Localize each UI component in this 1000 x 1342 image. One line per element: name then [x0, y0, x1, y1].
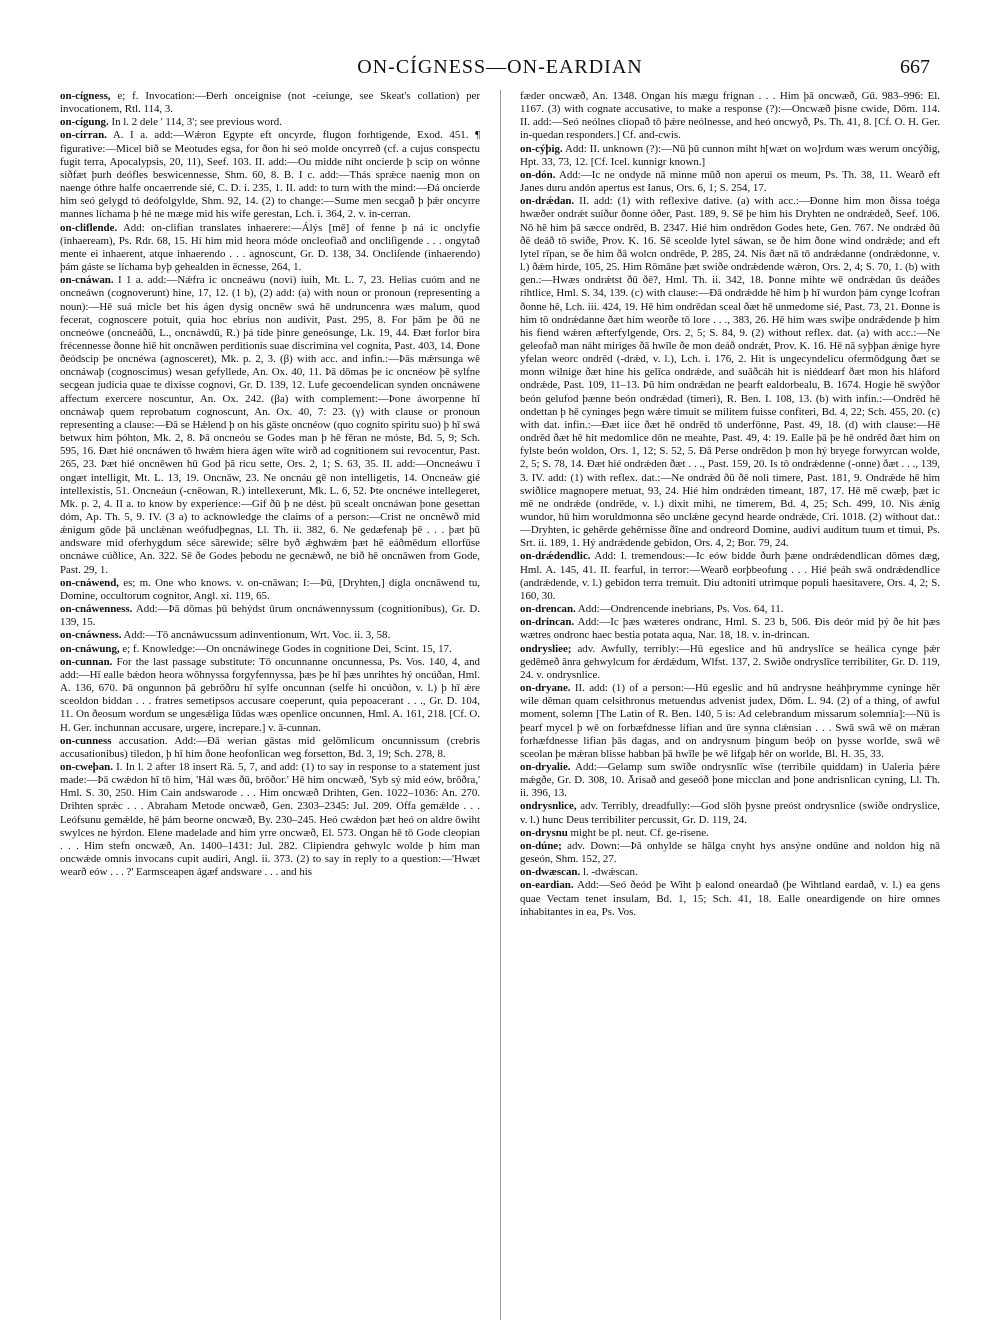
entry-text: Add:—Ic þæs wæteres ondranc, Hml. S. 23 b, 506. Ðis deór mid þý ðe hit þæs wætres ondronc haec bestia potata aqua, Nar. 18, 18. v. in-drincan. — [520, 616, 940, 642]
dictionary-entry — [520, 761, 940, 800]
entry-text: l. -dwǽscan. — [580, 866, 638, 879]
dictionary-entry — [520, 550, 940, 603]
dictionary-entry — [520, 800, 940, 826]
dictionary-entry — [60, 90, 480, 116]
entry-text: e; f. Invocation:—Ðerh onceignise (not -ceiunge, see Skeat's collation) per invocationem, Rtl. 114, 3. — [60, 90, 480, 116]
left-column — [60, 90, 480, 1320]
entry-headword: on-cweþan. — [60, 760, 113, 773]
dictionary-entry — [520, 603, 940, 616]
entry-headword: ondrysnlice, — [520, 800, 577, 813]
entry-headword: on-dúne; — [520, 839, 562, 852]
entry-headword: on-drǽdendlic. — [520, 550, 591, 563]
entry-text: Add: II. unknown (?):—Nū þū cunnon miht h[wæt on wo]rdum wæs werum oncýðig, Hpt. 33, 73, 12. [Cf. Icel. kunnigr known.] — [520, 142, 940, 168]
dictionary-entry — [60, 577, 480, 603]
entry-text: Add:—Þā dōmas þū behýdst ūrum oncnáwennyssum (cognitionibus), Gr. D. 139, 15. — [60, 603, 480, 629]
entry-headword: on-dryane. — [520, 682, 571, 695]
entry-headword: on-cýþig. — [520, 142, 563, 155]
entry-text: es; m. One who knows. v. on-cnāwan; I:—Þū, [Dryhten,] dígla oncnāwend tu, Domine, occultorum cognitor, Angl. xi. 119, 65. — [60, 576, 480, 602]
entry-text: I 1 a. add:—Nǽfra ic oncneáwu (novi) iuih, Mt. L. 7, 23. Helias cuóm and ne oncneáwn (cognoverunt) hine, 17, 12. (1 b), (2) add: (a) with noun or pronoun (representing a noun):—Hē suá micle bet his ágen dysig oncnēw swá hē undruncenra wæs malum, quod fecerat, cognoscere potuit, quia hoc ebrius non audivit, Past. 295, 8. For þām þe ðū ne oncneówe (oncneáðū, L., oncnáwdū, R.) þá tíde þinre geneósunge, Lk. 19, 44. Ðæt forlor bira frécennesse ðonne hiē hit oncnāwen perditionis suae discrimina vel cognita, Past. 403, 14. Ðone ðeódscip þe oncnéwa (agnosceret), Mk. p. 2, 3. (β) with acc. and infin.:—Þās mǽrsunga wē oncnáwaþ (cognoscimus) wesan gefyllede, An. Ox. 40, 11. Þā dōmas þe ic oncnéow þē sylfne secgean judicia quae te dixisse cognovi, Gr. D. 139, 12. Lufe gecoendelican synden oncnáwene affectum exercere noscuntur, An. Ox. 242. (βa) with complement:—Þone áworpenne hī oncnáwaþ quem reprobatum cognoscunt, An. Ox. 40, 7: 23. (γ) with clause or pronoun representing a clause:—Ðā se Hǽlend þ on his gāste oncnéow (quo cognito spiritu suo) þ hī swá betwux him þóhton, Mk. 2, 8. Þā oncneóu se Godes man þ hē fēran ne móste, Bd. 5, 9; Sch. 595, 16. Ðæt hié oncnáwen tō hwǽm hiera ágen wīte wirð ad cognitionem sui revocentur, Past. 265, 23. Þæt hié oncnēwen hū God þā ricu sette, Ors. 2, 1; S. 63, 35. II. add:—Oncneáwu ī ongæt intelligit, Mt. L. 13, 19. Oncnāw, 23. Ne oncnáu gē non intelligetis, 14. Oncneáw gié intellexistis, 51. Oncneáun (-cnēowan, R.) intellexerunt, Mk. L. 6, 52. Þte oncnéwe intellegeret, Mk. p. 2, 4. II a. to know by experience:—Gif ðū þ ne dést. þū scealt oncnáwan þone gesettan dóm, Ap. Th. 5, 9. IV. (3 a) to acknowledge the claims of a person:—Crist ne oncnēwð mid ǽnigum gōde þā unclǽnan weófudþegnas, Ll. Th. ii. 382, 6. Ne gedæfenaþ þē . . . þæt þū andsware mid oferhygdum séce sārewide; sēlre byð ǽghwǽm þæt hē eáðmēdum ellorfūse oncnáwe cúðlice, An. 322. Sē ðe Godes þebodu ne gecnǽwð, ne bið hē oncnāwen from Gode, Past. 29, 1. — [60, 274, 480, 576]
entry-headword: on-cnáwenness. — [60, 603, 133, 616]
entry-text: A. I a. add:—Wǽron Egypte eft oncyrde, flugon forhtigende, Exod. 451. ¶ figurative:—Micel bið se Meotudes egsa, for ðon hi seó molde oncyrreð (cf. a cujus conspectu fugit terra, Apocalypsis, 20, 11), Seef. 103. II. add:—Ou midde niht oncierde þ scip on wónne síðfæt þurh deófles beswicennesse, Shm. 60, 8. B. I c. add:—Thás sprǽce naenig mon on naenge óthre halfe oncaerrende sié, C. D. i. 235, 1. II. add: to turn with the mind:—Ðá oncierde him seó gelygd tó deófolgylde, Shm. 92, 14. (2) to change:—Sume men secgað þ þǽr oncyrre mannes líchama þ hé ne mæge mid his wífe gerestan, Lch. i. 364, 2. v. in-cerran. — [60, 129, 480, 221]
entry-text: adv. Terribly, dreadfully:—God slōh þysne preóst ondrysnlice (swiðe ondryslice, v. l.) hunc Deus terribiliter percussit, Gr. D. 119, 24. — [520, 800, 940, 826]
dictionary-entry — [520, 866, 940, 879]
dictionary-entry — [520, 827, 940, 840]
entry-text: adv. Down:—Þā onhylde se hālga cnyht hys ansýne ondūne and noldon hig nā geseón, Shm. 152, 27. — [520, 839, 940, 866]
dictionary-entry — [520, 879, 940, 918]
dictionary-entry — [520, 169, 940, 195]
dictionary-entry — [520, 840, 940, 866]
dictionary-entry — [60, 629, 480, 642]
entry-headword: on-cunnan. — [60, 655, 113, 668]
column-divider — [500, 90, 501, 1320]
entry-text: fæder oncwæð, An. 1348. Ongan his mægu frignan . . . Him þā oncwæð, Gū. 983–996: El. 1167. (3) with cognate accusative, to make a response (?):—Oncwæð þisne cwide, Dōm. 114. II. add:—Seó neólnes cliopað tō þǽre neólnesse, and heó oncwyð, Ps. Th. 41, 8. [Cf. O. H. Ger. in-quedan responders.] Cf. and-cwis. — [520, 90, 940, 142]
entry-headword: on-cnáwness. — [60, 629, 122, 642]
entry-text: Add:—Tō ancnáwucssum adinventionum, Wrt. Voc. ii. 3, 58. — [121, 629, 391, 642]
entry-headword: on-drysnu — [520, 826, 568, 839]
entry-headword: on-dryalie. — [520, 760, 571, 773]
entry-headword: on-cnáwan. — [60, 274, 114, 287]
entry-text: might be pl. neut. Cf. ge-risene. — [567, 826, 709, 839]
dictionary-entry — [60, 735, 480, 761]
entry-headword: ondrysliee; — [520, 642, 572, 655]
dictionary-entry — [60, 129, 480, 221]
dictionary-entry — [60, 656, 480, 735]
entry-headword: on-cliflende. — [60, 221, 118, 234]
entry-text: adv. Awfully, terribly:—Hū egeslice and hū andryslīce se heálica cynge þǽr gedēmeð ānra gehwylcum for ǽrdǽdum, Wlfst. 137, 2. Swiðe ondryslīce terribiliter, Gr. D. 119, 24. v. ondrysnlice. — [520, 642, 940, 681]
entry-text: Add: I. tremendous:—Ic eów bidde ðurh þæne ondrǽdendlican dōmes dæg, Hml. A. 145, 41. II. fearful, in terror:—Wearð eorþbeofung . . . Hié þeáh swā ondrǽdendlice (andrǽdende, v. l.) gebidon terra tremuit. Diu adtoniti utrimque populi haesitavere, Ors. 4, 2; S. 160, 30. — [520, 550, 940, 602]
dictionary-entry — [520, 195, 940, 550]
entry-text: I. In l. 2 after 18 insert Rä. 5, 7, and add: (1) to say in response to a statement just made:—Þā cwǽdon hī tō him, 'Hál wæs ðū, brōðor.' Hē him oncwæð, 'Syb sý mid eów, brōðra,' Hml. S. 30, 250. Him Cain andswarode . . . Him oncwæð Drihten, Gen. 1022–1036: An. 270. Drihten sprǽc . . . Abraham Metode oncwæð, Gen. 2303–2345: Jul. 209. Offa gemǽlde . . . Leófsunu gemǽlde, hē þám beorne oncwæð, By. 230–245. Heó cwǽdon þæt heó on aldre ōwiht swylces ne hýrdon. Elene madelade and him yrre oncwæð, El. 573. Ongan hē tō Gode cleopian . . . Him stefn oncwæð, An. 1400–1431: Jul. 282. Clipiendra gehwylc wolde þ him man oncwǽde omnis invocans cupit audiri, Angl. ii. 373. (2) to say in reply to a question:—'Hwæt wearð eów . . . ?' Earmsceapen ágæf andsware . . . and his — [60, 760, 480, 879]
page-header — [60, 56, 940, 84]
text-columns — [60, 90, 940, 1320]
dictionary-entry — [60, 116, 480, 129]
entry-headword: on-cnáwend, — [60, 576, 119, 589]
dictionary-entry — [520, 616, 940, 642]
dictionary-entry — [520, 143, 940, 169]
dictionary-entry — [520, 643, 940, 682]
running-head: ON-CÍGNESS—ON-EARDIAN — [357, 56, 643, 78]
entry-text: In l. 2 dele ' 114, 3'; see previous word. — [108, 116, 282, 129]
entry-headword: on-drincan. — [520, 616, 575, 629]
entry-text: II. add: (1) with reflexive dative. (a) with acc.:—Ðonne him mon ðissa toéga hwæðer ondrǽt suíður ðonne óðer, Past. 189, 9. Sē þe him his Dryhten ne ondrǽdeð, Seef. 106. Nō hē him þā sæcce ondrēd, B. 2347. Hié him ondrēdon Godes hete, Gen. 767. Ne ondrǽd ðū ðē deáð tō swiðe, Prov. K. 16. Sē sceolde lytel sáwan, se ðe him ðone wind ondrǽde; and eft lytel rīpan, se ðe him ðā wolcn ondrēde, P. 285, 24. Nis ðæt nā tō andrǽdanne (ondrǽdonne, v. l.) ðǽm hirde, 105, 25. Him Rōmāne þæt swiðe ondrǽdende wǽron, Ors. 2, 4; S. 70, 1. (b) with gen.:—Hwæs ondrǽtst ðū ðē?, Hml. Th. ii. 342, 18. Þonne mihte wē ondrǽdan ūs deáðes rihtlice, Hml. S. 34, 139. (c) with clause:—Ðā ondrǽdde hē him þ hī wurdon þám cynge lcofran ðonne hē, Lch. iii. 424, 19. Hē him ondrēdan sceal ðæt hē unmedome sié, Past. 73, 21. Ðonne is him tō ondrǽdanne ðæt him weorðe tō lore . . ., 383, 26. Hē him wæs swiþe ondrǽdende þ him his fiend wǽren æfterfylgende, Ors. 2, 5; S. 84, 9. (2) without reflex. dat. (a) with acc.:—Ne geleofað man náht miriges ðā hwīle ðe mon deáð ondrǽt, Prov. K. 16. Hē nā syþþan ǽnige hyre yfelan weorc ondrēd (-drǽd, v. l.), Lch. i. 176, 2. Hit is ungecyndelicu ofermōdgung ðæt se monn wilnige ðæt hine his gelīca ondrǽde, and suāðcáh hit is niéddearf ðæt mon his hláford ondrǽde, Past. 109, 11–13. Þū him ondrǽdan ne þearft ealdorbealu, B. 1674. Hogie hē swýðor beón gelufod þænne beón ondrǽdad (timeri), R. Ben. I. 108, 13. (b) with infin.:—Ondrēd hē ondettan þ hē cyninges þegn wǽre timuit se militem fuisse confiteri, Bd. 4, 22; Sch. 455, 20. (c) with dat. infin.:—Ðæt iice ðæt hē ondrēd tō underfōnne, Past. 49, 18. (d) with clause:—Hē ondrēd ðæt hē hit medomlice dōn ne meahte, Past. 49, 4: 19. Ealle þā þe hē ondrēd ðæt him on fylste beón woldon, Ors. 1, 12; S. 52, 5. Ðā Perse ondrēdon þ mon hý bryege forwyrcan wolde, 2, 5; S. 78, 14. Ðæt hié ondrǽden ðæt . . ., Past. 159, 20. Is tō ondrǽdenne (-onne) ðæt . . ., 139, 3. IV. add: (1) with reflex. dat.:—Ne ondrǽd ðū ðē noli timere, Past. 181, 9. Ondrǽde hē him swiðlice magnopere metuat, 93, 24. Hié him ondrǽden timeant, 187, 17. Hē mē cwæþ, þæt ic mē ne ondrǽde (ondrēde, v. l.) dixit mihi, ne timerem, Bd. 4, 25; Sch. 499, 10. Nis ǽnig wundor, hū him woruldmonna sēo unclǽne gecynd hearde ondrǽde, Cri. 1018. (2) without dat.:—Dryhten, ic gehērde gehērnisse ðīne and ondreord Domine, audivi auditum tuum et timui, Ps. Srt. ii. 189, 1. Hý andrǽdende gebidon, Ors. 4, 2; Bor. 79, 24. — [520, 195, 940, 550]
right-column — [520, 90, 940, 1320]
dictionary-entry — [60, 761, 480, 879]
entry-headword: on-dón. — [520, 168, 556, 181]
dictionary-entry — [60, 274, 480, 577]
entry-text: Add:—Gelamp sum swīðe ondrysnlīc wīse (terribile quiddam) in Ualeria þǽre mǽgðe, Gr. D. 308, 10. Ārisað and geseóð þone micclan and þone andrisnlican cyning, Ll. Th. ii. 396, 13. — [520, 760, 940, 800]
entry-headword: on-drencan. — [520, 603, 576, 616]
entry-headword: on-cnáwung, — [60, 642, 120, 655]
entry-text: Add:—Ic ne ondyde nā minne mūð non aperui os meum, Ps. Th. 38, 11. Wearð eft Janes duru andón apertus est Ianus, Ors. 6, 1; S. 254, 17. — [520, 168, 940, 195]
entry-text: Add:—Seó ðeód þe Wiht þ ealond oneardað (þe Wihtland eardað, v. l.) ea gens quae Vectam tenet insulam, Bd. 1, 15; Sch. 41, 18. Ealle oneardigende on hire omnes inhabitantes in ea, Ps. Vos. — [520, 879, 940, 918]
entry-text: e; f. Knowledge:—On oncnáwinege Godes in cognitione Dei, Scint. 15, 17. — [119, 642, 452, 655]
entry-text: Add:—Ondrencende inebrians, Ps. Vos. 64, 11. — [575, 603, 784, 616]
entry-headword: on-eardian. — [520, 879, 574, 892]
dictionary-entry — [520, 90, 940, 143]
entry-headword: on-cígness, — [60, 90, 111, 102]
entry-headword: on-dwæscan. — [520, 866, 581, 879]
entry-text: accusation. Add:—Ðā werian gāstas mid gelōmlicum oncunnissum (crebris accusationibus) tiledon, þ hī him ðone heofonlican weg forsetton, Bd. 3, 19; Sch. 278, 8. — [60, 734, 480, 760]
dictionary-entry — [520, 682, 940, 761]
page-number: 667 — [900, 56, 930, 78]
entry-text: II. add: (1) of a person:—Hū egeslic and hū andrysne heáhþrymme cyninge hēr wile dēman quam celsithronus metuendus advenist judex, Dōm. L. 94. (2) of a thing, of awful moment, solemn [The Latin of R. Ben. 140, 5 is: Ad celebrandum missarum solemnia]:—Nū is þearf mycel þ wē on forbæfdnesse lífian and ūre synna clǽnsian . . . Swā swā wē on mǽran forhæfdnesse lifian þās dagas, and on andrysnum þingum beóþ on þysse worlde, swā wē sceolan þe mǽran blisse habban þā hwīle þe wē lifgaþ hēr on worlde, Bl. H. 35, 33. — [520, 682, 940, 760]
entry-headword: on-drǽdan. — [520, 195, 575, 208]
entry-headword: on-cirran. — [60, 129, 107, 142]
dictionary-entry — [60, 222, 480, 275]
entry-text: Add: on-clifian translates inhaerere:—Álýs [mē] of fenne þ ná ic onclyfie (inhaeream), Ps. Rdr. 68, 15. Hí him mid heora móde oncleofiað and oncliſigende . . . ongytað mente ei inhaerent, atque inhaerendo . . . agnoscunt, Gr. D. 138, 34. Oncliſende (inhaerendo) þám gáste se líchama byþ gehealden in ēcnesse, 264, 1. — [60, 221, 480, 274]
entry-text: For the last passage substitute: Tō oncunnanne oncunnessa, Ps. Vos. 140, 4, and add:—Hī ealle bǽdon heora wōhnyssa forgyfennyssa, þæs þe hī þæs unrihtes hý oncúðan, Hml. A. 136, 670. Þā ongunnon þā gebrōðru hī sylfe oncunnan (selfe hi oncúðon, v. l.) þ hī ǽre sceoldon biddan . . . fratres semetipsos accusare coeperunt, quia pepoacerant . . ., Gr. D. 104, 11. On ðeosum wordum se ungesǽliga Iūdas wæs openlice oncunnen, Hml. A. 161, 218. [Cf. O. H. Ger. inchunnan accusare, urgere, increpare.] v. ā-cunnan. — [60, 655, 480, 734]
entry-headword: on-cígung. — [60, 116, 109, 129]
dictionary-entry — [60, 643, 480, 656]
entry-headword: on-cunness — [60, 734, 112, 747]
dictionary-entry — [60, 603, 480, 629]
